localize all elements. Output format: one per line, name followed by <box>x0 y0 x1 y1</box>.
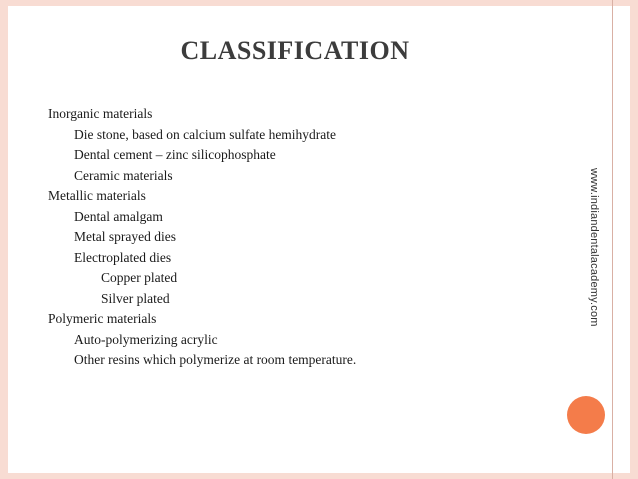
list-item: Auto-polymerizing acrylic <box>74 331 218 347</box>
list-item: Die stone, based on calcium sulfate hemihydrate <box>74 126 337 142</box>
slide-title: CLASSIFICATION <box>180 36 410 65</box>
right-divider-line <box>612 0 613 479</box>
list-item: Silver plated <box>101 290 170 306</box>
list-item: Polymeric materials <box>48 311 157 326</box>
top-border <box>0 0 638 6</box>
bullet-list <box>48 104 588 371</box>
list-item: Metallic materials <box>48 188 146 203</box>
accent-circle-icon <box>567 396 605 434</box>
list-item: Dental cement – zinc silicophosphate <box>74 147 276 162</box>
list-item: Dental amalgam <box>74 208 163 224</box>
left-border <box>0 0 8 479</box>
list-item: Inorganic materials <box>48 106 153 121</box>
list-item: Electroplated dies <box>74 249 172 265</box>
list-item: Copper plated <box>101 270 178 285</box>
list-item: Ceramic materials <box>74 167 173 183</box>
bottom-border <box>0 473 638 479</box>
side-url-text: www.indiandentalacademy.com <box>588 168 600 327</box>
list-item: Metal sprayed dies <box>74 229 176 244</box>
right-border <box>630 0 638 479</box>
list-item: Other resins which polymerize at room temperature. <box>74 352 357 367</box>
